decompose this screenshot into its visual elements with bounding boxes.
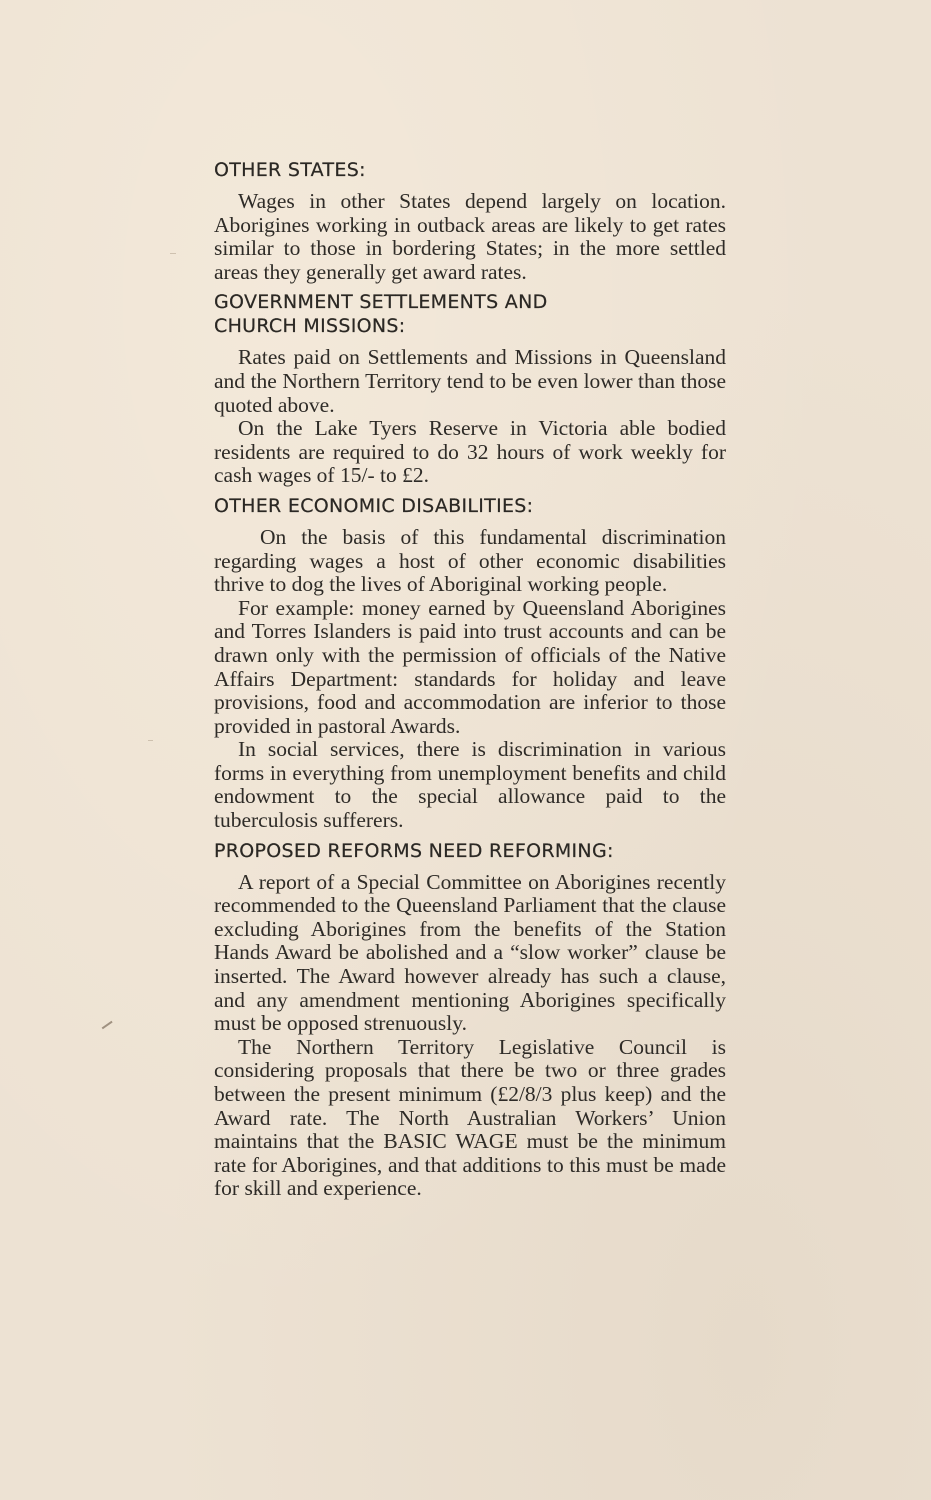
section-paragraph: Wages in other States depend largely on location. Aborigines working in outback areas are likely to get rates similar to those in bordering States; in the more settled areas they generally get award rates. <box>214 189 726 284</box>
section-other-states <box>214 158 726 284</box>
section-paragraph: On the Lake Tyers Reserve in Victoria able bodied residents are required to do 32 hours of work weekly for cash wages of 15/- to £2. <box>214 416 726 488</box>
section-heading: PROPOSED REFORMS NEED REFORMING: <box>214 839 614 862</box>
section-paragraph: A report of a Special Committee on Aborigines recently recommended to the Queensland Parliament that the clause excluding Aborigines from the benefits of the Station Hands Award be abolished and a “slow worker” clause be inserted. The Award however already has such a clause, and any amendment mentioning Aborigines specifically must be opposed strenuously. <box>214 869 726 1036</box>
document-body <box>214 158 726 1203</box>
section-government-settlements <box>214 290 726 488</box>
paper-blemish-mark <box>148 740 153 741</box>
section-paragraph: Rates paid on Settlements and Missions in Queensland and the Northern Territory tend to be even lower than those quoted above. <box>214 345 726 417</box>
section-heading: OTHER STATES: <box>214 159 366 181</box>
section-heading: GOVERNMENT SETTLEMENTS AND CHURCH MISSIONS: <box>214 291 548 338</box>
section-paragraph: In social services, there is discrimination in various forms in everything from unemployment benefits and child endowment to the special allowance paid to the tuberculosis sufferers. <box>214 737 726 833</box>
section-heading: OTHER ECONOMIC DISABILITIES: <box>214 494 534 517</box>
section-proposed-reforms <box>214 839 726 1201</box>
paper-blemish-mark <box>170 253 176 254</box>
section-paragraph: The Northern Territory Legislative Council is considering proposals that there be two or three grades between the present minimum (£2/8/3 plus keep) and the Award rate. The North Australian Workers’ Union maintains that the BASIC WAGE must be the minimum rate for Aborigines, and that additions to this must be made for skill and experience. <box>214 1034 726 1201</box>
section-paragraph: On the basis of this fundamental discrimination regarding wages a host of other economic disabilities thrive to dog the lives of Aboriginal working people. <box>214 524 726 597</box>
paper-blemish-mark <box>102 1021 113 1029</box>
section-other-economic-disabilities <box>214 494 726 833</box>
section-paragraph: For example: money earned by Queensland Aborigines and Torres Islanders is paid into trust accounts and can be drawn only with the permission of officials of the Native Affairs Department: standards for holiday and leave provisions, food and accommodation are inferior to those provided in pastoral Awards. <box>214 595 726 738</box>
